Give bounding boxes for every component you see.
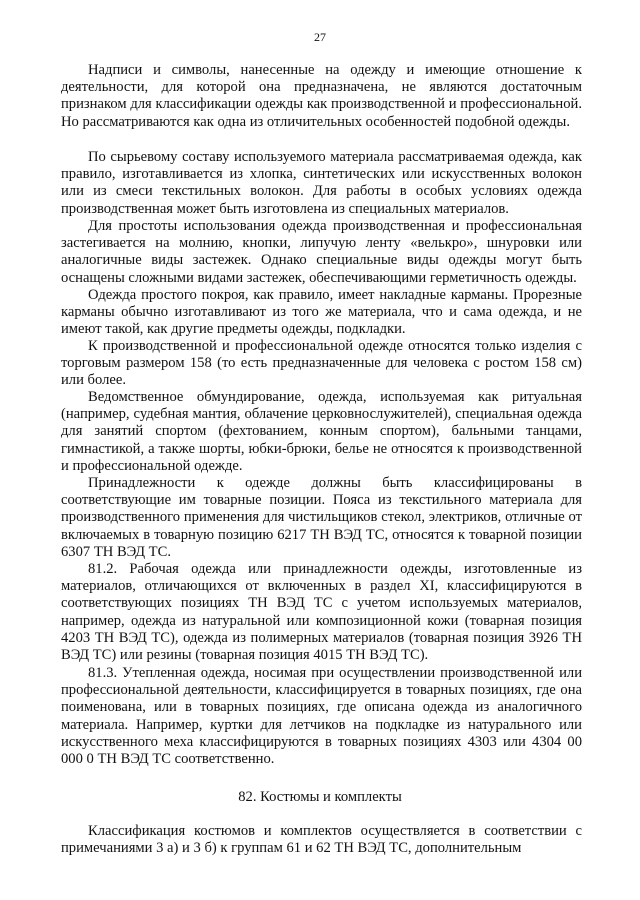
- paragraph-81-2: 81.2. Рабочая одежда или принадлежности одежды, изготовленные из материалов, отличающихся от включенных в раздел XI, классифицируются в соответствующих позициях ТН ВЭД ТС с учетом используемых материалов, например, одежда из натуральной или композиционной кожи (товарная позиция 4203 ТН ВЭД ТС), одежда из полимерных материалов (товарная позиция 3926 ТН ВЭД ТС) или резины (товарная позиция 4015 ТН ВЭД ТС).: [61, 561, 582, 664]
- paragraph-exclusions: Ведомственное обмундирование, одежда, используемая как ритуальная (например, судебная мантия, облачение церковнослужителей), специальная одежда для занятий спортом (фехтованием, конным спортом), бальными танцами, гимнастикой, а также шорты, юбки-брюки, белье не относятся к производственной и профессиональной одежде.: [61, 389, 582, 474]
- paragraph-size: К производственной и профессиональной одежде относятся только изделия с торговым размером 158 (то есть предназначенные для человека с ростом 158 см) или более.: [61, 338, 582, 389]
- page-number: 27: [314, 30, 326, 44]
- section-heading: 82. Костюмы и комплекты: [238, 789, 402, 805]
- paragraph-fasteners: Для простоты использования одежда производственная и профессиональная застегивается на молнию, кнопки, липучую ленту «велькро», шнуровки или аналогичные виды застежек. Однако специальные виды одежды могут быть оснащены сложными видами застежек, обеспечивающими герметичность одежды.: [61, 218, 582, 286]
- paragraph-inscriptions: Надписи и символы, нанесенные на одежду и имеющие отношение к деятельности, для которой она предназначена, не являются достаточным признаком для классификации одежды как производственной и профессиональной. Но рассматриваются как одна из отличительных особенностей подобной одежды.: [61, 62, 582, 130]
- paragraph-materials: По сырьевому составу используемого материала рассматриваемая одежда, как правило, изготавливается из хлопка, синтетических или искусственных волокон или из смеси текстильных волокон. Для работы в особых условиях одежда производственная может быть изготовлена из специальных материалов.: [61, 149, 582, 217]
- paragraph-accessories: Принадлежности к одежде должны быть классифицированы в соответствующие им товарные позиции. Пояса из текстильного материала для производственного применения для чистильщиков стекол, электриков, отличные от включаемых в товарную позицию 6217 ТН ВЭД ТС, относятся к товарной позиции 6307 ТН ВЭД ТС.: [61, 475, 582, 560]
- paragraph-classification: Классификация костюмов и комплектов осуществляется в соответствии с примечаниями 3 а) и 3 б) к группам 61 и 62 ТН ВЭД ТС, дополнительным: [61, 823, 582, 857]
- paragraph-81-3: 81.3. Утепленная одежда, носимая при осуществлении производственной или профессиональной деятельности, классифицируется в товарных позициях, где она поименована, или в товарных позициях, где описана одежда из аналогичного материала. Например, куртки для летчиков на подкладке из натурального или искусственного меха классифицируются в товарных позициях 4303 или 4304 00 000 0 ТН ВЭД ТС соответственно.: [61, 665, 582, 768]
- paragraph-pockets: Одежда простого покроя, как правило, имеет накладные карманы. Прорезные карманы обычно изготавливают из того же материала, что и сама одежда, и не имеют такой, как другие предметы одежды, подкладки.: [61, 287, 582, 338]
